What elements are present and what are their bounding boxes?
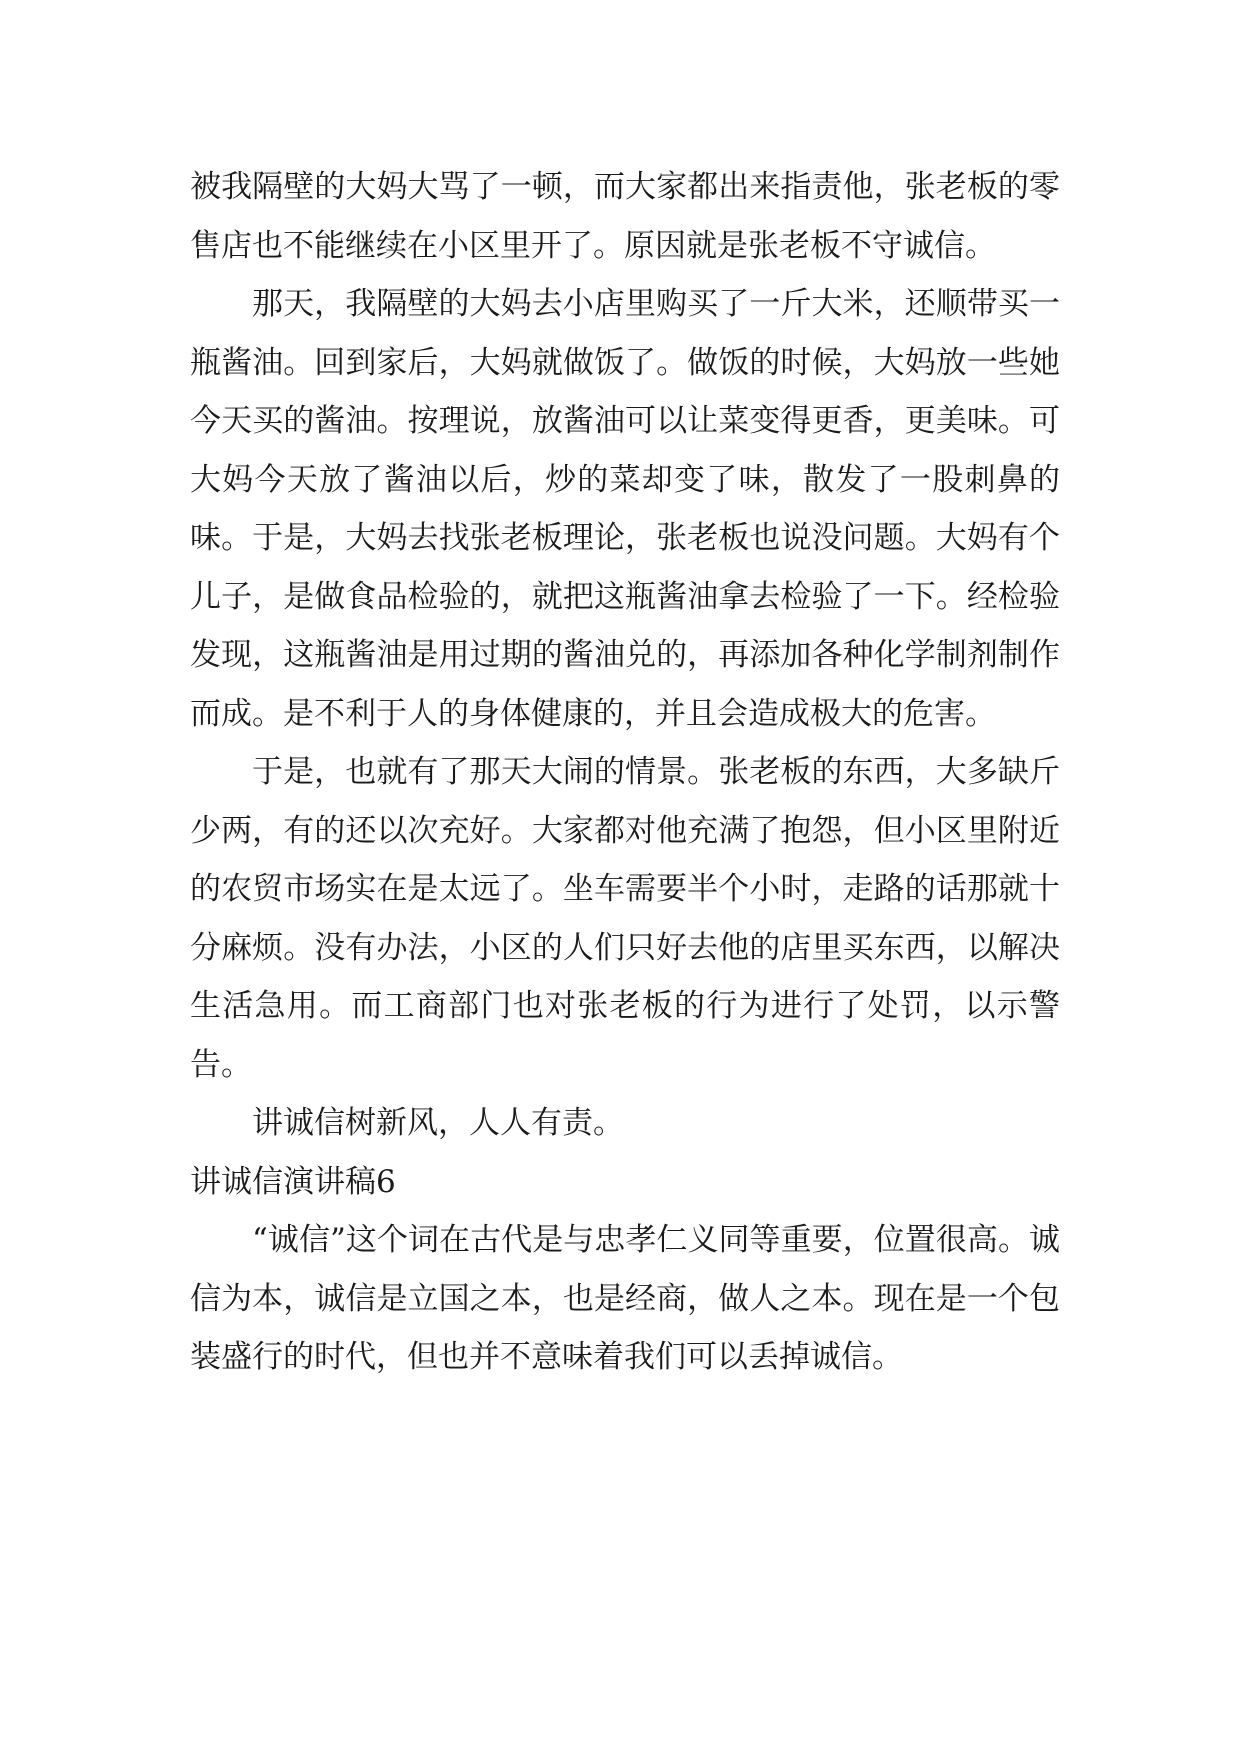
paragraph-aftermath: 于是，也就有了那天大闹的情景。张老板的东西，大多缺斤少两，有的还以次充好。大家都对他充满了抱怨，但小区里附近的农贸市场实在是太远了。坐车需要半个小时，走路的话那就十分麻烦。没有办法，小区的人们只好去他的店里买东西，以解决生活急用。而工商部门也对张老板的行为进行了处罚，以示警告。 xyxy=(190,754,1060,1083)
paragraph-story: 那天，我隔壁的大妈去小店里购买了一斤大米，还顺带买一瓶酱油。回到家后，大妈就做饭了。做饭的时候，大妈放一些她今天买的酱油。按理说，放酱油可以让菜变得更香，更美味。可大妈今天放了酱油以后，炒的菜却变了味，散发了一股刺鼻的味。于是，大妈去找张老板理论，张老板也说没问题。大妈有个儿子，是做食品检验的，就把这瓶酱油拿去检验了一下。经检验发现，这瓶酱油是用过期的酱油兑的，再添加各种化学制剂制作而成。是不利于人的身体健康的，并且会造成极大的危害。 xyxy=(190,286,1060,732)
paragraph-continued: 被我隔壁的大妈大骂了一顿，而大家都出来指责他，张老板的零售店也不能继续在小区里开了。原因就是张老板不守诚信。 xyxy=(190,169,1060,264)
paragraph-section-intro: “诚信”这个词在古代是与忠孝仁义同等重要，位置很高。诚信为本，诚信是立国之本，也是经商，做人之本。现在是一个包装盛行的时代，但也并不意味着我们可以丢掉诚信。 xyxy=(190,1222,1060,1375)
paragraph-slogan: 讲诚信树新风，人人有责。 xyxy=(252,1105,624,1141)
document-body xyxy=(190,158,1060,1387)
section-title: 讲诚信演讲稿6 xyxy=(190,1163,396,1200)
